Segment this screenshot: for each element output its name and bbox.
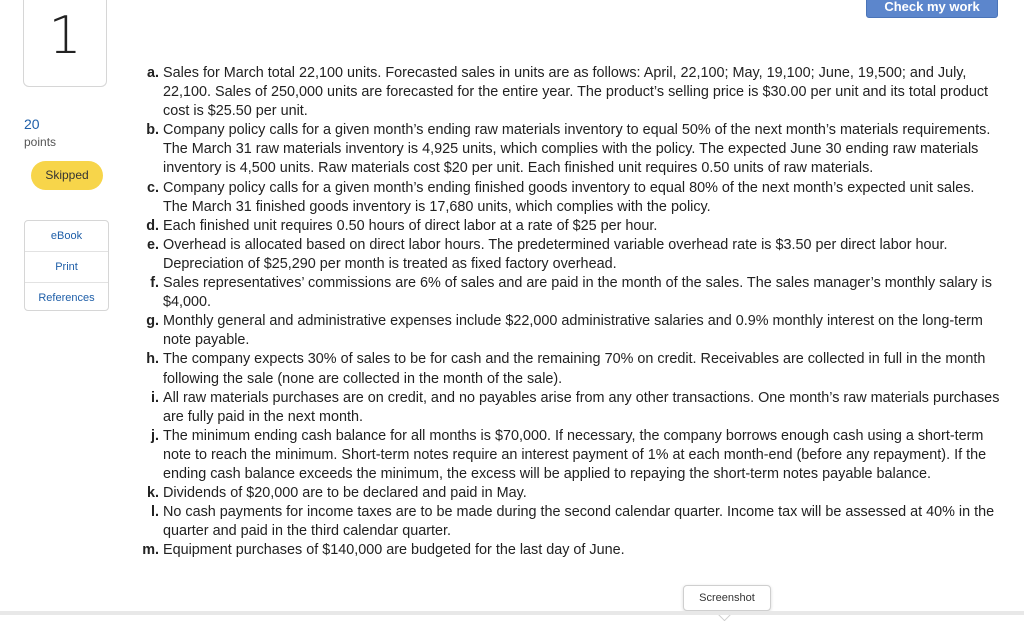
list-item (134, 427, 1000, 484)
list-item (134, 389, 1000, 427)
item-text: The minimum ending cash balance for all months is $70,000. If necessary, the company borrows enough cash using a short-term note to reach the minimum. Short-term notes require an interest payment of 1% at each month-end (before any repayment). If the ending cash balance exceeds the minimum, the excess will be applied to repaying the short-term notes payable balance. (163, 427, 987, 482)
item-label: l. (151, 504, 159, 521)
references-link[interactable]: References (38, 292, 95, 304)
question-number-box (23, 0, 107, 87)
item-label: a. (146, 65, 159, 81)
item-label: g. (146, 313, 159, 330)
item-label: c. (146, 179, 159, 196)
item-text: All raw materials purchases are on credit, and no payables arise from any other transactions. One month’s raw materials purchases are fully paid in the next month. (163, 389, 1000, 425)
item-text: Sales representatives’ commissions are 6% of sales and are paid in the month of the sales. The sales manager’s monthly salary is $4,000. (163, 275, 992, 311)
list-item (134, 64, 1000, 121)
question-number: 1 (48, 6, 82, 66)
print-link[interactable]: Print (25, 252, 108, 283)
item-label: b. (146, 122, 159, 139)
screenshot-tooltip: Screenshot (683, 585, 771, 611)
item-text: Company policy calls for a given month’s ending raw materials inventory to equal 50% of the next month’s materials requirements. The March 31 raw materials inventory is 4,925 units, which complies with the policy. The expected June 30 ending raw materials inventory is 4,500 units. Raw materials cost $20 per unit. Each finished unit requires 0.50 units of raw materials. (163, 122, 991, 177)
item-text: Sales for March total 22,100 units. Forecasted sales in units are as follows: April, 22,100; May, 19,100; June, 19,500; and July, 22,100. Sales of 250,000 units are forecasted for the entire year. The product’s selling price is $30.00 per unit and its total product cost is $25.50 per unit. (163, 65, 989, 120)
check-my-work-button[interactable]: Check my work (866, 0, 998, 18)
list-item (134, 236, 1000, 274)
item-text: The company expects 30% of sales to be for cash and the remaining 70% on credit. Receivables are collected in full in the month following the sale (none are collected in the month of the sale). (163, 351, 986, 387)
item-text: Equipment purchases of $140,000 are budgeted for the last day of June. (163, 542, 625, 559)
item-label: m. (142, 542, 159, 559)
list-item (134, 350, 1000, 388)
item-label: e. (146, 236, 159, 253)
list-item (134, 121, 1000, 178)
question-items (134, 64, 1000, 560)
item-label: j. (151, 427, 159, 444)
points-label: points (24, 135, 57, 149)
ebook-link[interactable]: eBook (25, 221, 108, 252)
item-text: Each finished unit requires 0.50 hours of direct labor at a rate of $25 per hour. (163, 217, 658, 234)
item-text: Monthly general and administrative expenses include $22,000 administrative salaries and 0.9% monthly interest on the long-term note payable. (163, 313, 983, 349)
item-label: d. (146, 217, 159, 234)
item-text: Dividends of $20,000 are to be declared and paid in May. (163, 485, 527, 502)
list-item (134, 484, 1000, 503)
status-badge: Skipped (31, 161, 103, 190)
list-item (134, 312, 1000, 350)
item-text: Overhead is allocated based on direct labor hours. The predetermined variable overhead rate is $3.50 per direct labor hour. Depreciation of $25,290 per month is treated as fixed factory overhead. (163, 236, 948, 272)
list-item (134, 217, 1000, 236)
list-item (134, 179, 1000, 217)
item-label: i. (151, 389, 159, 406)
list-item (134, 541, 1000, 560)
points-value: 20 (24, 116, 40, 132)
list-item (134, 503, 1000, 541)
bottom-bar (0, 611, 1024, 615)
item-label: f. (150, 275, 159, 292)
item-text: No cash payments for income taxes are to be made during the second calendar quarter. Income tax will be assessed at 40% in the quarter and paid in the third calendar quarter. (163, 504, 995, 540)
item-label: h. (146, 351, 159, 368)
item-text: Company policy calls for a given month’s ending finished goods inventory to equal 80% of the next month’s expected unit sales. The March 31 finished goods inventory is 17,680 units, which complies with the policy. (163, 179, 975, 215)
list-item (134, 274, 1000, 312)
tools-panel (24, 220, 109, 311)
item-label: k. (146, 485, 159, 502)
